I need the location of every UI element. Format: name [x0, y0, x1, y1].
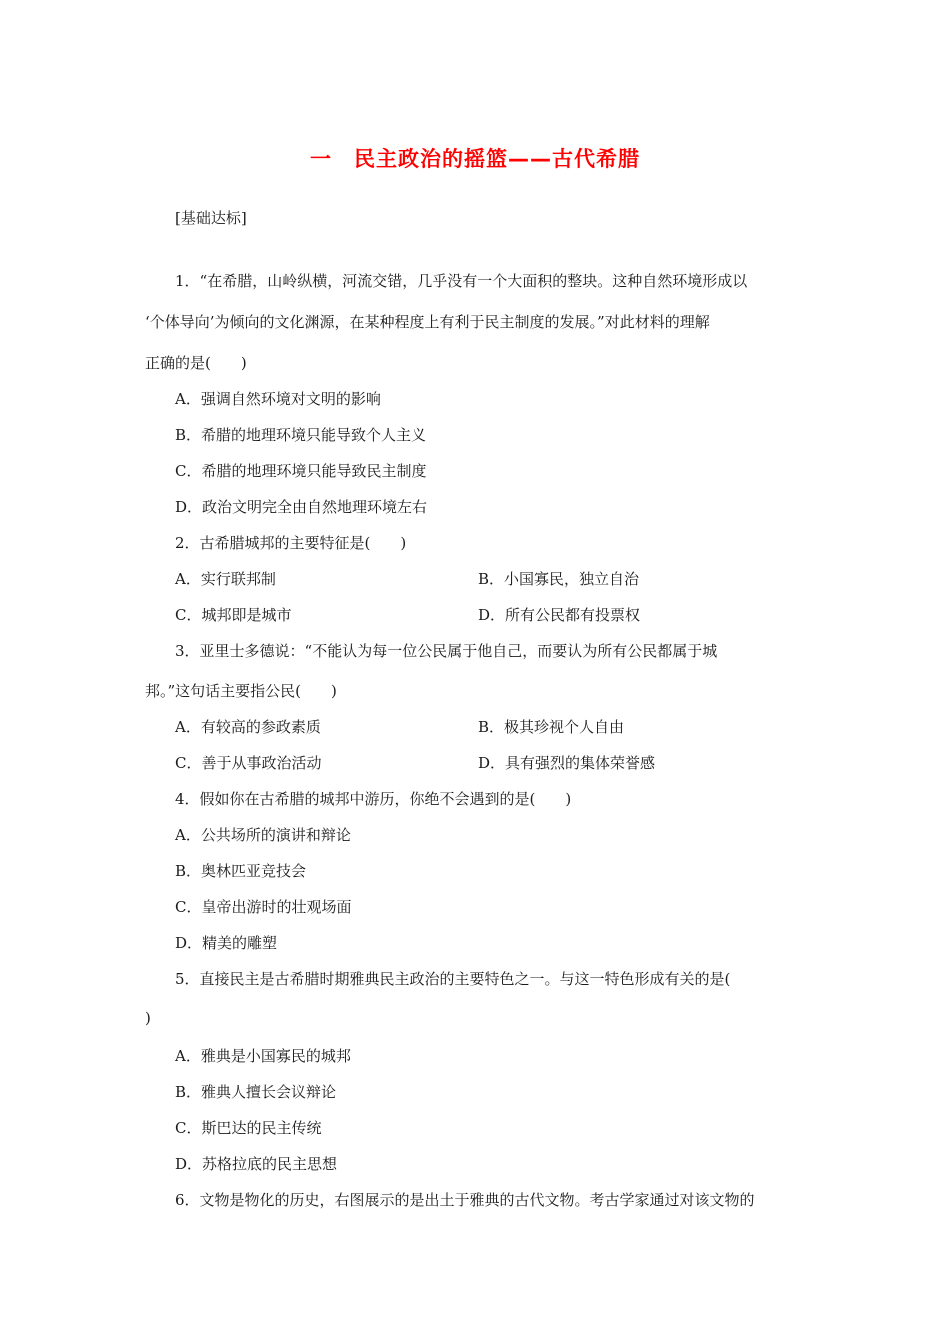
question-2-option-a: A．实行联邦制 — [175, 570, 276, 588]
question-3-option-b: B．极其珍视个人自由 — [478, 718, 625, 736]
page-title: 一 民主政治的摇篮——古代希腊 — [310, 147, 640, 171]
question-5-option-a: A．雅典是小国寡民的城邦 — [175, 1047, 351, 1065]
question-5-option-d: D．苏格拉底的民主思想 — [175, 1155, 338, 1173]
question-1-line-1: 1．“在希腊，山岭纵横，河流交错，几乎没有一个大面积的整块。这种自然环境形成以 — [175, 272, 748, 290]
question-2-option-d: D．所有公民都有投票权 — [478, 606, 641, 624]
question-1-option-d: D．政治文明完全由自然地理环境左右 — [175, 498, 428, 516]
question-2-line-1: 2．古希腊城邦的主要特征是( ) — [175, 534, 407, 552]
question-1-line-2: ‘个体导向’为倾向的文化渊源，在某种程度上有利于民主制度的发展。”对此材料的理解 — [145, 313, 710, 331]
question-3-line-1: 3．亚里士多德说：“不能认为每一位公民属于他自己，而要认为所有公民都属于城 — [175, 642, 718, 660]
question-5-line-1: 5．直接民主是古希腊时期雅典民主政治的主要特色之一。与这一特色形成有关的是( — [175, 970, 731, 988]
question-4-option-a: A．公共场所的演讲和辩论 — [175, 826, 351, 844]
question-4-option-b: B．奥林匹亚竞技会 — [175, 862, 307, 880]
question-4-option-d: D．精美的雕塑 — [175, 934, 278, 952]
question-3-option-c: C．善于从事政治活动 — [175, 754, 322, 772]
question-5-option-b: B．雅典人擅长会议辩论 — [175, 1083, 337, 1101]
question-1-option-a: A．强调自然环境对文明的影响 — [175, 390, 381, 408]
question-3-option-d: D．具有强烈的集体荣誉感 — [478, 754, 656, 772]
question-1-line-3: 正确的是( ) — [145, 354, 247, 372]
section-heading: [基础达标] — [175, 209, 247, 227]
question-4-option-c: C．皇帝出游时的壮观场面 — [175, 898, 352, 916]
question-2-option-b: B．小国寡民，独立自治 — [478, 570, 640, 588]
question-3-line-2: 邦。”这句话主要指公民( ) — [145, 682, 337, 700]
question-5-option-c: C．斯巴达的民主传统 — [175, 1119, 322, 1137]
question-4-line-1: 4．假如你在古希腊的城邦中游历，你绝不会遇到的是( ) — [175, 790, 572, 808]
question-3-option-a: A．有较高的参政素质 — [175, 718, 321, 736]
question-1-option-b: B．希腊的地理环境只能导致个人主义 — [175, 426, 427, 444]
question-5-line-2: ) — [145, 1009, 151, 1027]
question-2-option-c: C．城邦即是城市 — [175, 606, 292, 624]
question-6-line-1: 6．文物是物化的历史，右图展示的是出土于雅典的古代文物。考古学家通过对该文物的 — [175, 1191, 755, 1209]
question-1-option-c: C．希腊的地理环境只能导致民主制度 — [175, 462, 427, 480]
